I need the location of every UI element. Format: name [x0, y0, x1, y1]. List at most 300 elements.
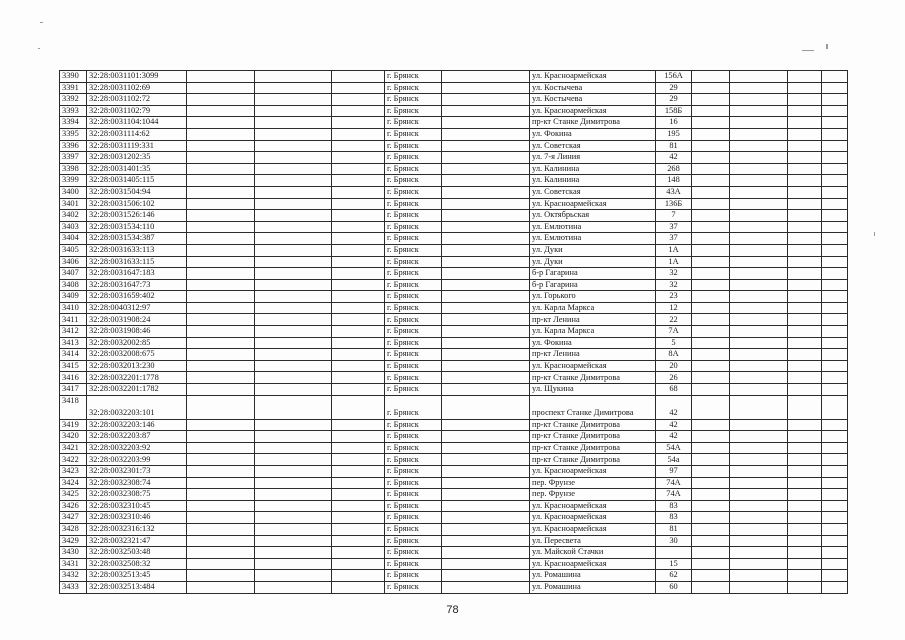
record-number-cell: 3415 [60, 360, 87, 372]
cadastral-number-cell: 32:28:0031633:115 [87, 256, 187, 268]
empty-cell [730, 581, 788, 593]
empty-cell [442, 349, 530, 361]
city-cell: г. Брянск [385, 454, 442, 466]
empty-cell [255, 547, 332, 559]
empty-cell [332, 523, 385, 535]
empty-cell [332, 256, 385, 268]
empty-cell [332, 558, 385, 570]
city-cell: г. Брянск [385, 570, 442, 582]
record-number-cell: 3402 [60, 210, 87, 222]
street-cell: ул. Дуки [530, 244, 656, 256]
record-number-cell: 3426 [60, 500, 87, 512]
empty-cell [332, 337, 385, 349]
empty-cell [692, 71, 730, 83]
empty-cell [730, 326, 788, 338]
table-row [60, 314, 848, 326]
house-number-cell: 29 [656, 94, 692, 106]
city-cell: г. Брянск [385, 186, 442, 198]
empty-cell [255, 442, 332, 454]
cadastral-number-cell: 32:28:0032201:1782 [87, 384, 187, 396]
empty-cell [822, 105, 848, 117]
street-cell: ул. Фокина [530, 128, 656, 140]
empty-cell [442, 221, 530, 233]
record-number-cell: 3413 [60, 337, 87, 349]
empty-cell [730, 186, 788, 198]
street-cell: ул. Ромашина [530, 570, 656, 582]
empty-cell [187, 302, 255, 314]
empty-cell [442, 512, 530, 524]
house-number-cell: 32 [656, 279, 692, 291]
empty-cell [332, 547, 385, 559]
empty-cell [788, 477, 822, 489]
city-cell: г. Брянск [385, 349, 442, 361]
empty-cell [730, 233, 788, 245]
empty-cell [692, 466, 730, 478]
street-cell: ул. Майской Стачки [530, 547, 656, 559]
city-cell: г. Брянск [385, 128, 442, 140]
empty-cell [730, 210, 788, 222]
empty-cell [788, 186, 822, 198]
empty-cell [442, 454, 530, 466]
empty-cell [255, 466, 332, 478]
empty-cell [187, 454, 255, 466]
empty-cell [442, 152, 530, 164]
empty-cell [692, 94, 730, 106]
empty-cell [788, 221, 822, 233]
empty-cell [788, 117, 822, 129]
empty-cell [442, 256, 530, 268]
empty-cell [822, 244, 848, 256]
empty-cell [332, 570, 385, 582]
empty-cell [730, 419, 788, 431]
empty-cell [187, 71, 255, 83]
empty-cell [692, 570, 730, 582]
table-row [60, 291, 848, 303]
empty-cell [442, 128, 530, 140]
cadastral-number-cell: 32:28:0032203:87 [87, 431, 187, 443]
empty-cell [187, 244, 255, 256]
empty-cell [332, 302, 385, 314]
empty-cell [822, 442, 848, 454]
empty-cell [692, 163, 730, 175]
table-row [60, 117, 848, 129]
table-row [60, 489, 848, 501]
city-cell: г. Брянск [385, 302, 442, 314]
empty-cell [187, 489, 255, 501]
house-number-cell: 16 [656, 117, 692, 129]
empty-cell [788, 314, 822, 326]
empty-cell [692, 128, 730, 140]
cadastral-number-cell: 32:28:0031526:146 [87, 210, 187, 222]
house-number-cell: 23 [656, 291, 692, 303]
empty-cell [692, 198, 730, 210]
house-number-cell: 81 [656, 140, 692, 152]
empty-cell [822, 535, 848, 547]
empty-cell [187, 500, 255, 512]
city-cell: г. Брянск [385, 384, 442, 396]
empty-cell [822, 291, 848, 303]
record-number-cell: 3394 [60, 117, 87, 129]
empty-cell [442, 384, 530, 396]
house-number-cell: 42 [656, 419, 692, 431]
empty-cell [692, 302, 730, 314]
record-number-cell: 3407 [60, 268, 87, 280]
empty-cell [788, 279, 822, 291]
empty-cell [788, 140, 822, 152]
empty-cell [187, 163, 255, 175]
empty-cell [730, 302, 788, 314]
table-row [60, 535, 848, 547]
empty-cell [822, 268, 848, 280]
empty-cell [332, 140, 385, 152]
table-row [60, 105, 848, 117]
city-cell: г. Брянск [385, 71, 442, 83]
empty-cell [442, 186, 530, 198]
empty-cell [692, 477, 730, 489]
empty-cell [332, 152, 385, 164]
empty-cell [332, 477, 385, 489]
house-number-cell: 74А [656, 489, 692, 501]
empty-cell [332, 175, 385, 187]
empty-cell [788, 163, 822, 175]
cadastral-number-cell: 32:28:0032308:75 [87, 489, 187, 501]
empty-cell [442, 302, 530, 314]
empty-cell [187, 337, 255, 349]
empty-cell [442, 268, 530, 280]
empty-cell [692, 372, 730, 384]
empty-cell [822, 233, 848, 245]
empty-cell [822, 500, 848, 512]
cadastral-number-cell: 32:28:0031506:102 [87, 198, 187, 210]
empty-cell [187, 523, 255, 535]
house-number-cell: 15 [656, 558, 692, 570]
city-cell: г. Брянск [385, 152, 442, 164]
cadastral-number-cell: 32:28:0031504:94 [87, 186, 187, 198]
empty-cell [788, 384, 822, 396]
city-cell: г. Брянск [385, 500, 442, 512]
empty-cell [442, 547, 530, 559]
house-number-cell: 158Б [656, 105, 692, 117]
city-cell: г. Брянск [385, 140, 442, 152]
empty-cell [730, 360, 788, 372]
empty-cell [255, 233, 332, 245]
street-cell: ул. Красноармейская [530, 105, 656, 117]
house-number-cell: 1А [656, 244, 692, 256]
empty-cell [187, 221, 255, 233]
city-cell: г. Брянск [385, 117, 442, 129]
empty-cell [822, 489, 848, 501]
empty-cell [442, 372, 530, 384]
empty-cell [442, 500, 530, 512]
street-cell: пр-кт Ленина [530, 314, 656, 326]
record-number-cell: 3408 [60, 279, 87, 291]
table-row [60, 512, 848, 524]
empty-cell [187, 140, 255, 152]
house-number-cell: 32 [656, 268, 692, 280]
empty-cell [187, 94, 255, 106]
empty-cell [692, 268, 730, 280]
empty-cell [187, 477, 255, 489]
empty-cell [255, 512, 332, 524]
street-cell: пр-кт Станке Димитрова [530, 431, 656, 443]
empty-cell [692, 337, 730, 349]
house-number-cell: 54А [656, 442, 692, 454]
empty-cell [822, 337, 848, 349]
empty-cell [332, 535, 385, 547]
cadastral-number-cell: 32:28:0031119:331 [87, 140, 187, 152]
cadastral-number-cell: 32:28:0031405:115 [87, 175, 187, 187]
empty-cell [730, 431, 788, 443]
empty-cell [692, 349, 730, 361]
record-number-cell: 3396 [60, 140, 87, 152]
record-number-cell: 3401 [60, 198, 87, 210]
empty-cell [788, 94, 822, 106]
empty-cell [255, 279, 332, 291]
empty-cell [788, 419, 822, 431]
street-cell: б-р Гагарина [530, 268, 656, 280]
house-number-cell: 62 [656, 570, 692, 582]
empty-cell [187, 570, 255, 582]
empty-cell [822, 384, 848, 396]
empty-cell [332, 233, 385, 245]
empty-cell [822, 94, 848, 106]
empty-cell [822, 302, 848, 314]
street-cell: ул. Советская [530, 140, 656, 152]
empty-cell [788, 535, 822, 547]
empty-cell [730, 466, 788, 478]
city-cell: г. Брянск [385, 175, 442, 187]
table-row [60, 581, 848, 593]
empty-cell [822, 279, 848, 291]
cadastral-number-cell: 32:28:0031633:113 [87, 244, 187, 256]
empty-cell [730, 384, 788, 396]
empty-cell [442, 419, 530, 431]
empty-cell [730, 523, 788, 535]
empty-cell [255, 535, 332, 547]
record-number-cell: 3390 [60, 71, 87, 83]
empty-cell [788, 82, 822, 94]
street-cell: ул. Костычева [530, 82, 656, 94]
street-cell: ул. Красноармейская [530, 500, 656, 512]
empty-cell [332, 384, 385, 396]
empty-cell [442, 489, 530, 501]
house-number-cell: 1А [656, 256, 692, 268]
empty-cell [730, 372, 788, 384]
cadastral-number-cell: 32:28:0032508:32 [87, 558, 187, 570]
empty-cell [692, 256, 730, 268]
record-number-cell: 3417 [60, 384, 87, 396]
table-row [60, 419, 848, 431]
empty-cell [788, 268, 822, 280]
house-number-cell: 60 [656, 581, 692, 593]
empty-cell [730, 163, 788, 175]
empty-cell [255, 302, 332, 314]
empty-cell [442, 360, 530, 372]
city-cell: г. Брянск [385, 466, 442, 478]
city-cell: г. Брянск [385, 442, 442, 454]
house-number-cell: 29 [656, 82, 692, 94]
empty-cell [822, 128, 848, 140]
record-number-cell: 3399 [60, 175, 87, 187]
city-cell: г. Брянск [385, 395, 442, 419]
table-row [60, 152, 848, 164]
street-cell: ул. Карла Маркса [530, 302, 656, 314]
empty-cell [788, 302, 822, 314]
city-cell: г. Брянск [385, 94, 442, 106]
city-cell: г. Брянск [385, 256, 442, 268]
record-number-cell: 3393 [60, 105, 87, 117]
empty-cell [692, 117, 730, 129]
cadastral-number-cell: 32:28:0032203:92 [87, 442, 187, 454]
empty-cell [788, 500, 822, 512]
record-number-cell: 3409 [60, 291, 87, 303]
street-cell: ул. Горького [530, 291, 656, 303]
empty-cell [730, 82, 788, 94]
empty-cell [788, 431, 822, 443]
empty-cell [730, 500, 788, 512]
city-cell: г. Брянск [385, 82, 442, 94]
empty-cell [255, 477, 332, 489]
empty-cell [442, 466, 530, 478]
empty-cell [255, 71, 332, 83]
empty-cell [730, 395, 788, 419]
cadastral-number-cell: 32:28:0032203:101 [87, 395, 187, 419]
empty-cell [822, 210, 848, 222]
empty-cell [332, 291, 385, 303]
table-row [60, 442, 848, 454]
empty-cell [332, 244, 385, 256]
record-number-cell: 3418 [60, 395, 87, 419]
city-cell: г. Брянск [385, 279, 442, 291]
city-cell: г. Брянск [385, 291, 442, 303]
record-number-cell: 3424 [60, 477, 87, 489]
empty-cell [692, 291, 730, 303]
city-cell: г. Брянск [385, 244, 442, 256]
empty-cell [692, 175, 730, 187]
empty-cell [255, 221, 332, 233]
city-cell: г. Брянск [385, 372, 442, 384]
empty-cell [692, 221, 730, 233]
cadastral-number-cell: 32:28:0032002:85 [87, 337, 187, 349]
empty-cell [255, 128, 332, 140]
empty-cell [788, 244, 822, 256]
empty-cell [255, 210, 332, 222]
empty-cell [255, 454, 332, 466]
table-row [60, 279, 848, 291]
house-number-cell: 42 [656, 431, 692, 443]
empty-cell [730, 489, 788, 501]
empty-cell [730, 291, 788, 303]
street-cell: ул. 7-я Линия [530, 152, 656, 164]
empty-cell [442, 477, 530, 489]
empty-cell [822, 419, 848, 431]
empty-cell [822, 82, 848, 94]
street-cell: пр-кт Станке Димитрова [530, 117, 656, 129]
empty-cell [332, 94, 385, 106]
empty-cell [255, 291, 332, 303]
registry-table [59, 70, 848, 594]
empty-cell [692, 558, 730, 570]
empty-cell [822, 570, 848, 582]
empty-cell [332, 581, 385, 593]
street-cell: ул. Октябрьская [530, 210, 656, 222]
record-number-cell: 3421 [60, 442, 87, 454]
empty-cell [442, 395, 530, 419]
cadastral-number-cell: 32:28:0032321:47 [87, 535, 187, 547]
empty-cell [255, 558, 332, 570]
city-cell: г. Брянск [385, 326, 442, 338]
table-row [60, 140, 848, 152]
empty-cell [692, 326, 730, 338]
record-number-cell: 3425 [60, 489, 87, 501]
empty-cell [822, 558, 848, 570]
empty-cell [692, 279, 730, 291]
city-cell: г. Брянск [385, 523, 442, 535]
empty-cell [255, 360, 332, 372]
table-row [60, 302, 848, 314]
empty-cell [255, 314, 332, 326]
empty-cell [788, 105, 822, 117]
empty-cell [730, 512, 788, 524]
city-cell: г. Брянск [385, 558, 442, 570]
record-number-cell: 3419 [60, 419, 87, 431]
empty-cell [442, 117, 530, 129]
empty-cell [442, 279, 530, 291]
empty-cell [822, 198, 848, 210]
empty-cell [332, 360, 385, 372]
empty-cell [788, 558, 822, 570]
empty-cell [788, 71, 822, 83]
empty-cell [692, 523, 730, 535]
scan-speck [38, 48, 40, 49]
empty-cell [442, 581, 530, 593]
cadastral-number-cell: 32:28:0031534:110 [87, 221, 187, 233]
empty-cell [822, 581, 848, 593]
record-number-cell: 3406 [60, 256, 87, 268]
empty-cell [255, 431, 332, 443]
empty-cell [187, 431, 255, 443]
street-cell: пр-кт Станке Димитрова [530, 372, 656, 384]
empty-cell [730, 175, 788, 187]
empty-cell [730, 256, 788, 268]
street-cell: ул. Карла Маркса [530, 326, 656, 338]
empty-cell [332, 395, 385, 419]
street-cell: ул. Красноармейская [530, 558, 656, 570]
empty-cell [187, 233, 255, 245]
empty-cell [730, 71, 788, 83]
empty-cell [332, 279, 385, 291]
empty-cell [442, 71, 530, 83]
empty-cell [730, 128, 788, 140]
cadastral-number-cell: 32:28:0031647:183 [87, 268, 187, 280]
empty-cell [187, 82, 255, 94]
table-row [60, 466, 848, 478]
empty-cell [788, 570, 822, 582]
empty-cell [788, 454, 822, 466]
empty-cell [788, 326, 822, 338]
empty-cell [187, 372, 255, 384]
cadastral-number-cell: 32:28:0031101:3099 [87, 71, 187, 83]
table-row [60, 244, 848, 256]
scan-speck [874, 232, 875, 236]
table-row [60, 547, 848, 559]
empty-cell [187, 210, 255, 222]
house-number-cell: 156А [656, 71, 692, 83]
house-number-cell: 83 [656, 500, 692, 512]
house-number-cell: 26 [656, 372, 692, 384]
empty-cell [692, 454, 730, 466]
empty-cell [332, 163, 385, 175]
